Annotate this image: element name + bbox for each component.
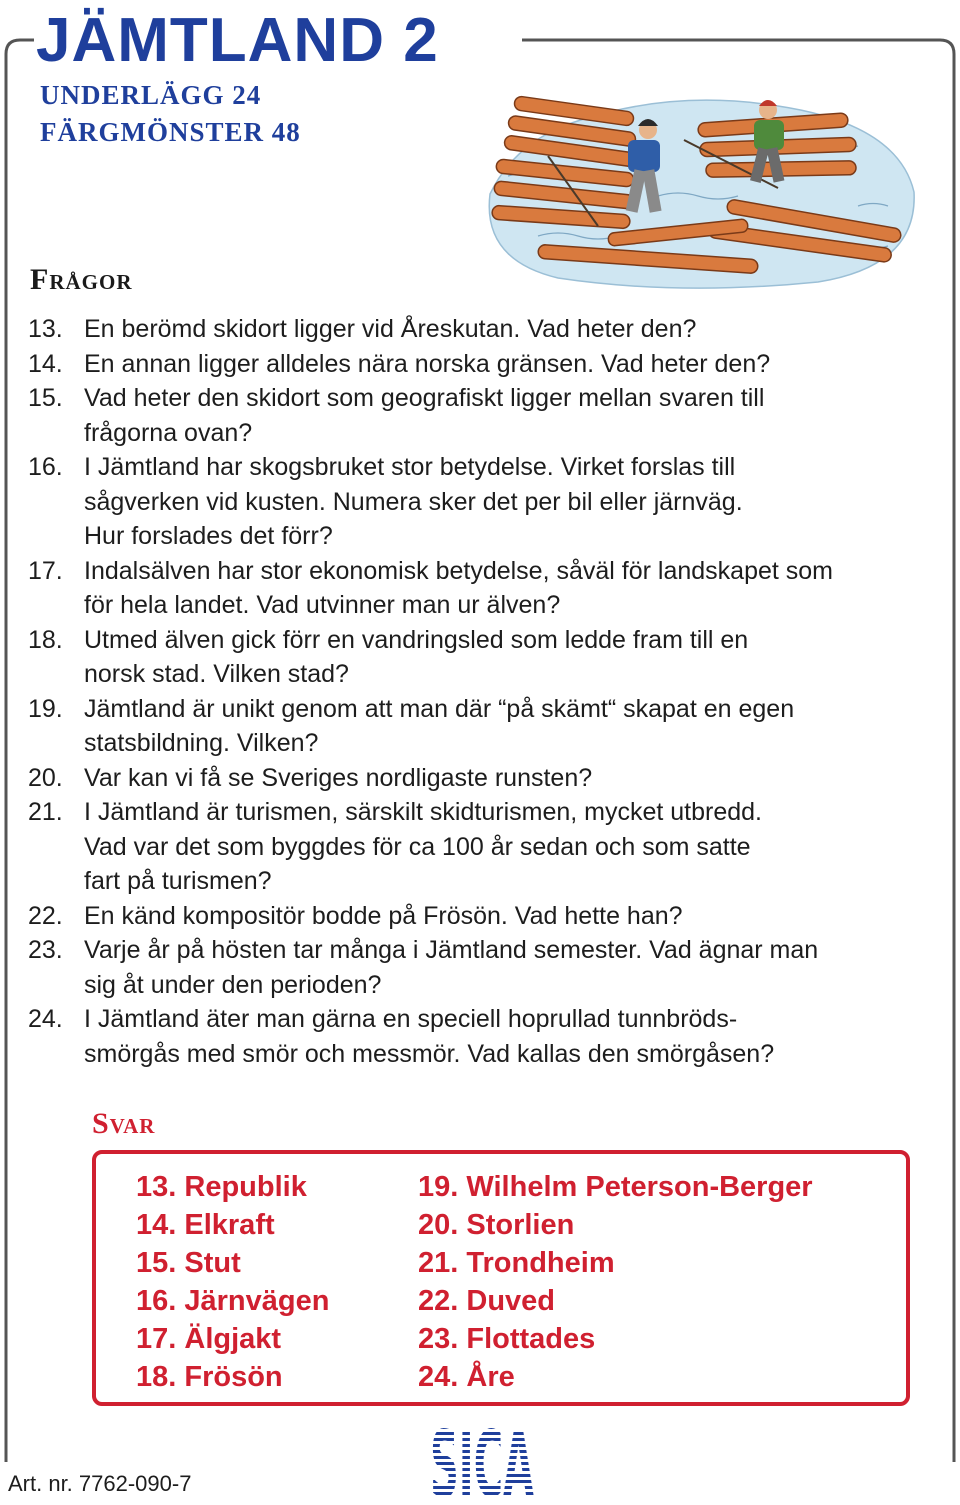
question-line: statsbildning. Vilken? <box>84 729 319 757</box>
question-line: smörgås med smör och messmör. Vad kallas den smörgåsen? <box>84 1039 775 1068</box>
question-number: 20. <box>28 763 63 792</box>
answer-item: 20. Storlien <box>418 1209 575 1241</box>
question-item <box>28 381 948 450</box>
question-line: Jämtland är unikt genom att man där “på skämt“ skapat en egen <box>84 694 795 723</box>
question-line: I Jämtland har skogsbruket stor betydelse. Virket forslas till <box>84 453 736 481</box>
question-line: I Jämtland äter man gärna en speciell hoprullad tunnbröds- <box>84 1005 738 1033</box>
answer-item: 18. Frösön <box>136 1361 283 1393</box>
subtitle-underlagg: UNDERLÄGG 24 <box>40 80 262 110</box>
answer-item: 23. Flottades <box>418 1323 596 1355</box>
page-title: JÄMTLAND 2 <box>36 6 439 75</box>
questions-heading: Frågor <box>30 263 133 296</box>
answer-item: 19. Wilhelm Peterson-Berger <box>418 1171 813 1203</box>
answer-item: 13. Republik <box>136 1171 307 1203</box>
question-line: Var kan vi få se Sveriges nordligaste runsten? <box>84 763 593 792</box>
question-line: En känd kompositör bodde på Frösön. Vad hette han? <box>84 901 683 930</box>
question-number: 13. <box>28 315 63 343</box>
question-item <box>28 312 948 347</box>
question-number: 23. <box>28 936 63 964</box>
question-number: 14. <box>28 349 63 378</box>
sica-logo: SICA <box>430 1411 670 1505</box>
question-line: Varje år på hösten tar många i Jämtland semester. Vad ägnar man <box>84 936 819 964</box>
question-item <box>28 692 948 761</box>
subtitle-fargmonster: FÄRGMÖNSTER 48 <box>40 117 301 147</box>
question-item <box>28 1002 948 1071</box>
question-line: Hur forslades det förr? <box>84 522 333 550</box>
question-line: för hela landet. Vad utvinner man ur älven? <box>84 591 561 619</box>
answer-item: 16. Järnvägen <box>136 1285 330 1317</box>
answer-column-right <box>418 1168 813 1396</box>
answer-item: 24. Åre <box>418 1361 515 1393</box>
question-line: En annan ligger alldeles nära norska gränsen. Vad heter den? <box>84 349 771 378</box>
answers-heading: Svar <box>92 1107 156 1140</box>
question-line: Indalsälven har stor ekonomisk betydelse, såväl för landskapet som <box>84 556 833 585</box>
question-line: sig åt under den perioden? <box>84 970 382 999</box>
question-number: 16. <box>28 453 63 481</box>
question-item <box>28 795 948 899</box>
question-item <box>28 623 948 692</box>
answer-column-left <box>136 1168 329 1396</box>
answer-item: 15. Stut <box>136 1247 241 1279</box>
article-number: Art. nr. 7762-090-7 <box>8 1471 192 1496</box>
question-number: 18. <box>28 625 63 654</box>
question-line: sågverken vid kusten. Numera sker det per bil eller järnväg. <box>84 487 743 516</box>
question-line: Vad heter den skidort som geografiskt ligger mellan svaren till <box>84 384 765 412</box>
log-floating-illustration <box>478 96 922 290</box>
question-number: 24. <box>28 1005 63 1033</box>
question-number: 22. <box>28 901 63 930</box>
answer-item: 17. Älgjakt <box>136 1323 282 1355</box>
question-list <box>28 312 948 1071</box>
question-number: 21. <box>28 798 63 826</box>
answer-item: 21. Trondheim <box>418 1247 615 1279</box>
answer-item: 14. Elkraft <box>136 1209 275 1241</box>
question-number: 17. <box>28 556 63 585</box>
question-item <box>28 347 948 382</box>
question-item <box>28 933 948 1002</box>
question-line: norsk stad. Vilken stad? <box>84 660 349 688</box>
question-number: 19. <box>28 694 63 723</box>
question-number: 15. <box>28 384 63 412</box>
answer-box <box>92 1150 910 1406</box>
question-item <box>28 450 948 554</box>
question-line: En berömd skidort ligger vid Åreskutan. Vad heter den? <box>84 315 697 343</box>
question-line: Utmed älven gick förr en vandringsled som ledde fram till en <box>84 625 749 654</box>
question-line: Vad var det som byggdes för ca 100 år sedan och som satte <box>84 832 751 861</box>
question-item <box>28 554 948 623</box>
question-line: I Jämtland är turismen, särskilt skidturismen, mycket utbredd. <box>84 798 763 826</box>
question-item <box>28 761 948 796</box>
question-item <box>28 899 948 934</box>
question-line: frågorna ovan? <box>84 418 253 447</box>
question-line: fart på turismen? <box>84 867 272 895</box>
answer-item: 22. Duved <box>418 1285 555 1317</box>
